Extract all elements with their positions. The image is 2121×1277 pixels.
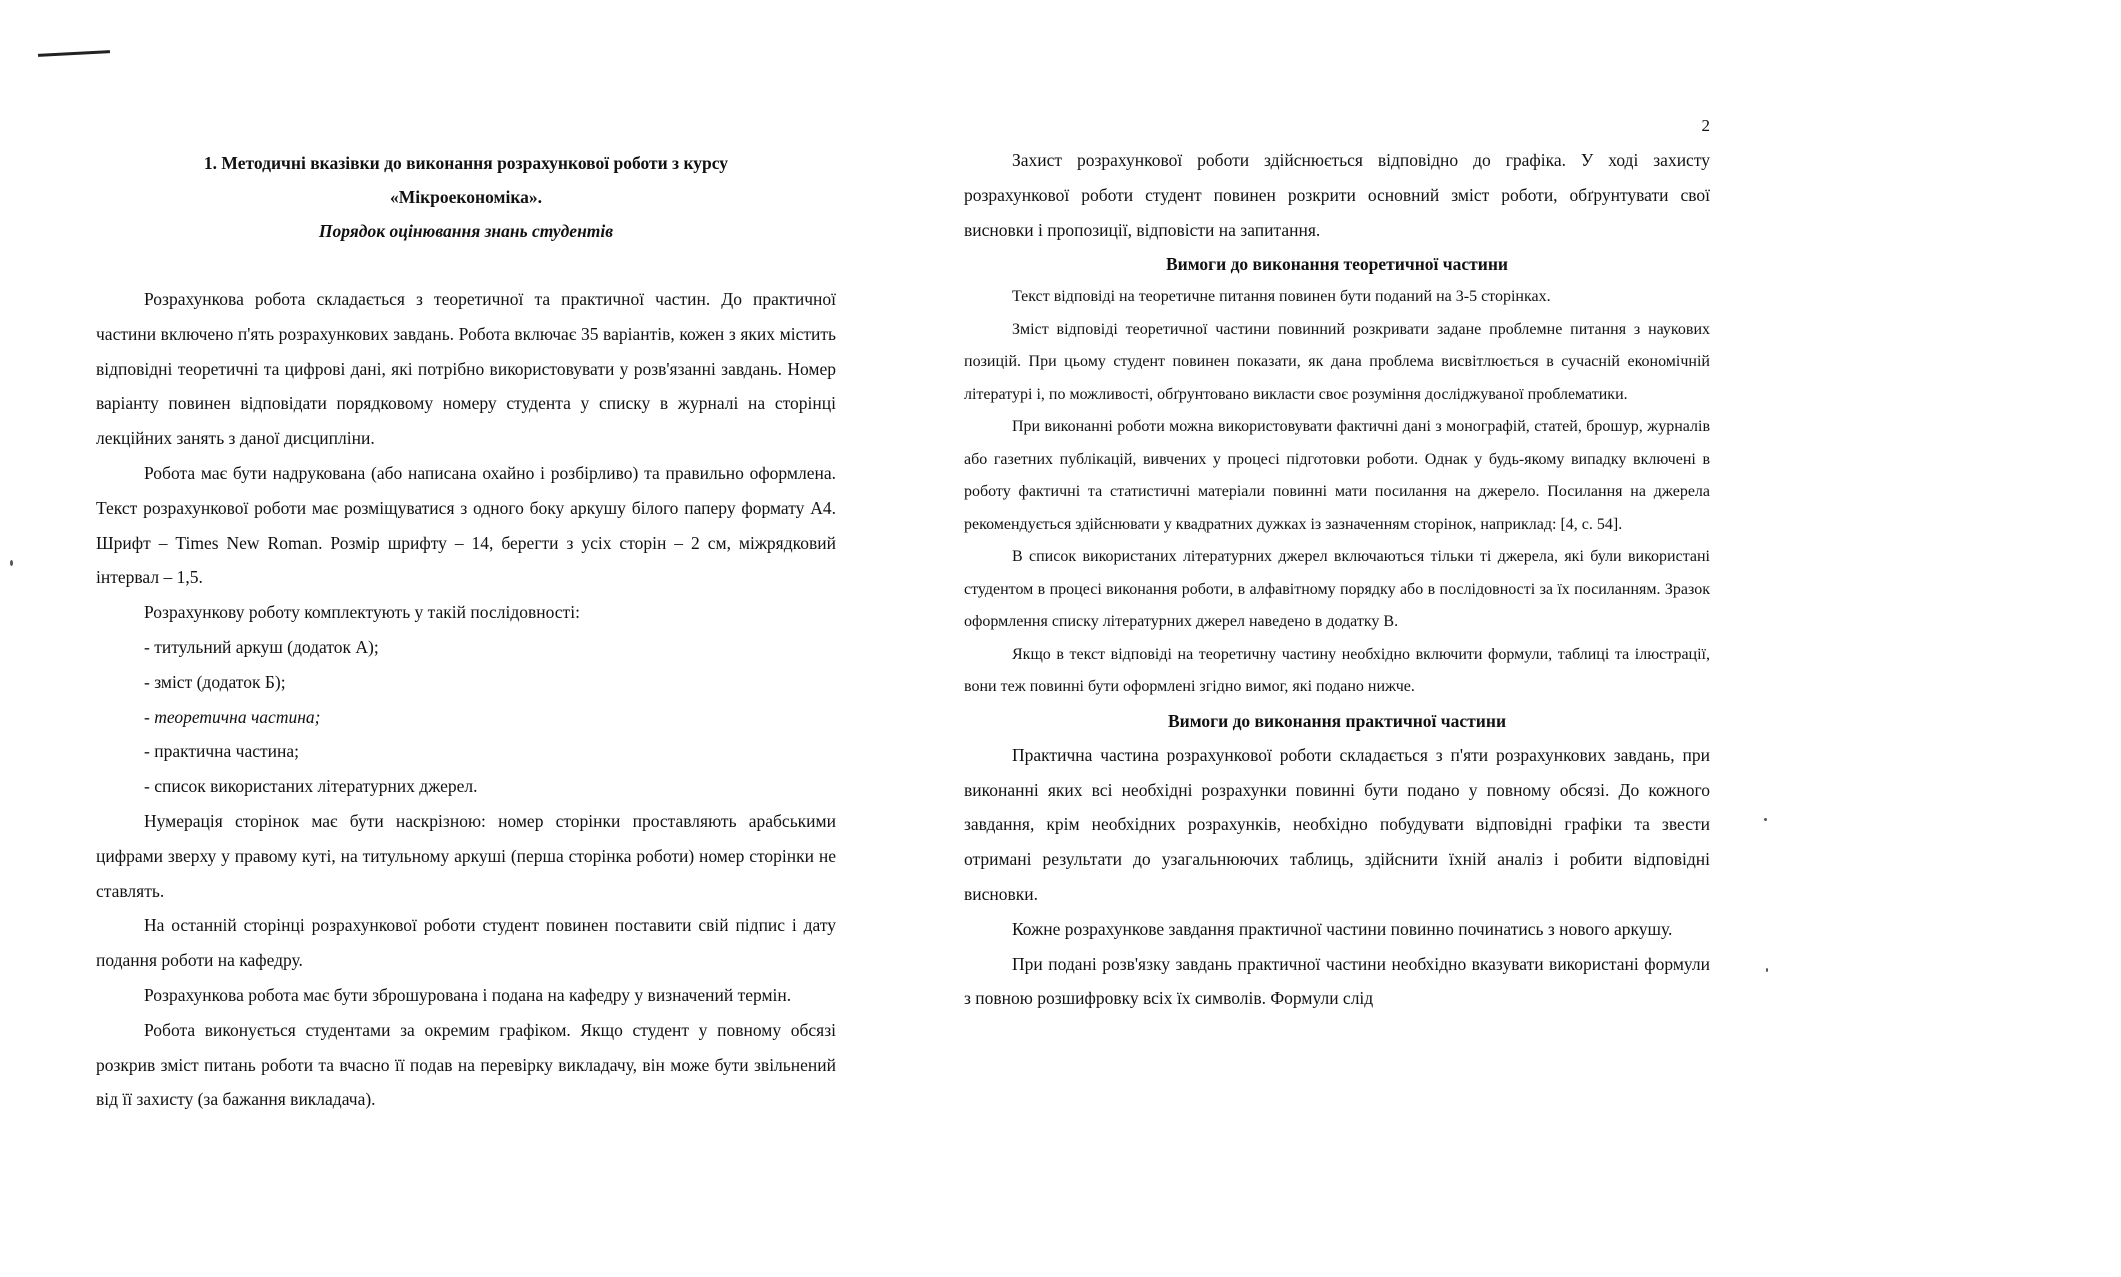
paragraph: Зміст відповіді теоретичної частини повинний розкривати задане проблемне питання з наукових позицій. При цьому студент повинен показати, як дана проблема висвітлюється в сучасній економічній літературі і, по можливості, обґрунтовано викласти своє розуміння досліджуваної проблематики. [964,320,1710,403]
paragraph: Розрахункову роботу комплектують у такій послідовності: [144,602,580,623]
section-subtitle: Порядок оцінювання знань студентів [318,221,614,241]
paragraph: Якщо в текст відповіді на теоретичну частину необхідно включити формули, таблиці та ілюстрації, вони теж повинні бути оформлені згідно вимог, які подано нижче. [964,645,1710,696]
section-title-line2: «Мікроекономіка». [389,187,543,207]
paragraph: В список використаних літературних джерел включаються тільки ті джерела, які були використані студентом в процесі виконання роботи, в алфавітному порядку або в послідовності за їх посиланням. Зразок оформлення списку літературних джерел наведено в додатку В. [964,548,1710,631]
section-heading-practice: Вимоги до виконання практичної частини [1167,710,1507,731]
page-number: 2 [1701,116,1710,135]
paragraph: Розрахункова робота складається з теоретичної та практичної частин. До практичної частини включено п'ять розрахункових завдань. Робота включає 35 варіантів, кожен з яких містить відповідні теоретичні та цифрові дані, які потрібно використовувати у розв'язанні завдань. Номер варіанту повинен відповідати порядковому номеру студента у списку в журналі на сторінці лекційних занять з даної дисципліни. [96,289,836,449]
paragraph: При виконанні роботи можна використовувати фактичні дані з монографій, статей, брошур, журналів або газетних публікацій, вивчених у процесі підготовки роботи. Однак у будь-якому випадку включені в роботу фактичні та статистичні матеріали повинні мати посилання на джерело. Посилання на джерела рекомендується здійснювати у квадратних дужках із зазначенням сторінок, наприклад: [4, с. 54]. [964,418,1710,533]
paragraph: Текст відповіді на теоретичне питання повинен бути поданий на 3-5 сторінках. [1012,288,1551,306]
right-page [964,0,1710,1277]
paragraph: Практична частина розрахункової роботи складається з п'яти розрахункових завдань, при виконанні яких всі необхідні розрахунки повинні бути подано у повному обсязі. До кожного завдання, крім необхідних розрахунків, необхідно побудувати відповідні графіки та звести отримані результати до узагальнюючих таблиць, здійснити їхній аналіз і робити відповідні висновки. [964,744,1710,905]
paragraph: Робота виконується студентами за окремим графіком. Якщо студент у повному обсязі розкрив зміст питань роботи та вчасно її подав на перевірку викладачу, він може бути звільнений від її захисту (за бажання викладача). [96,1019,836,1110]
paragraph: Розрахункова робота має бути зброшурована і подана на кафедру у визначений термін. [144,984,792,1005]
list-item: - список використаних літературних джерел. [144,776,478,797]
section-title-line1: 1. Методичні вказівки до виконання розрахункової роботи з курсу [203,153,729,173]
list-item: - практична частина; [144,741,300,762]
scan-speck [10,560,13,566]
paragraph: На останній сторінці розрахункової роботи студент повинен поставити свій підпис і дату подання роботи на кафедру. [96,915,836,971]
list-item: - титульний аркуш (додаток А); [144,636,379,657]
scan-speck [1764,818,1767,821]
section-heading-theory: Вимоги до виконання теоретичної частини [1165,254,1509,275]
left-page [96,0,836,1277]
list-item: - теоретична частина; [144,706,321,727]
scan-speck [1766,968,1768,972]
paragraph: При подані розв'язку завдань практичної частини необхідно вказувати використані формули з повною розшифровку всіх їх символів. Формули слід [964,953,1710,1009]
paragraph: Кожне розрахункове завдання практичної частини повинно починатись з нового аркушу. [1012,918,1673,939]
paragraph: Робота має бути надрукована (або написана охайно і розбірливо) та правильно оформлена. Текст розрахункової роботи має розміщуватися з одного боку аркушу білого паперу формату А4. Шрифт – Times New Roman. Розмір шрифту – 14, берегти з усіх сторін – 2 см, міжрядковий інтервал – 1,5. [96,462,836,588]
paragraph: Захист розрахункової роботи здійснюється відповідно до графіка. У ході захисту розрахункової роботи студент повинен розкрити основний зміст роботи, обґрунтувати свої висновки і пропозиції, відповісти на запитання. [964,150,1710,240]
list-item: - зміст (додаток Б); [144,671,286,692]
paragraph: Нумерація сторінок має бути наскрізною: номер сторінки проставляють арабськими цифрами зверху у правому куті, на титульному аркуші (перша сторінка роботи) номер сторінки не ставлять. [96,810,836,901]
